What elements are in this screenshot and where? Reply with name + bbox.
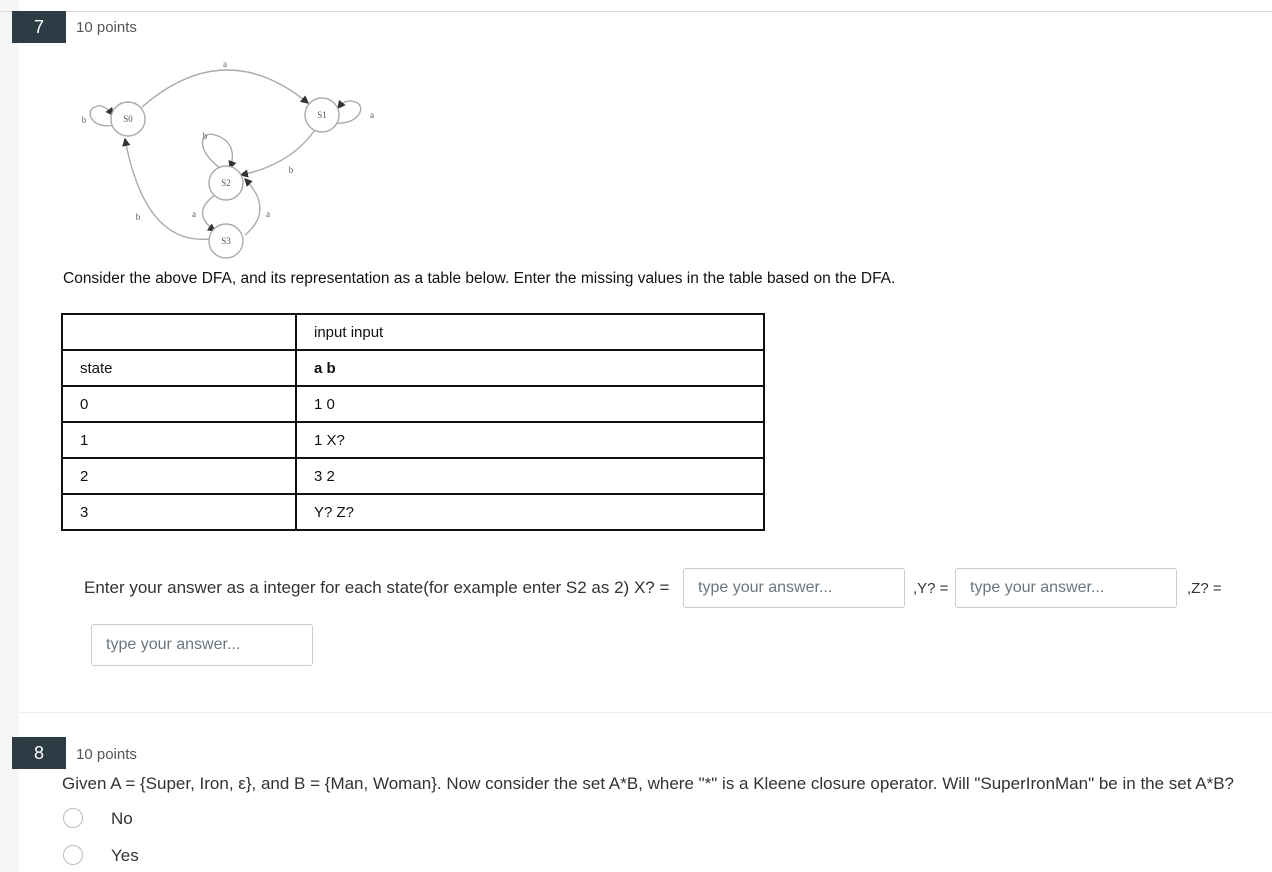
edge-s0-s1 <box>142 70 308 107</box>
table-cell: a b <box>296 350 764 386</box>
table-row <box>62 386 764 422</box>
table-cell: 1 0 <box>296 386 764 422</box>
table-cell: input input <box>296 314 764 350</box>
label-s3-s0: b <box>135 212 141 222</box>
dfa-diagram <box>75 55 395 265</box>
table-cell: 3 <box>62 494 296 530</box>
option-no-label[interactable]: No <box>111 809 133 828</box>
state-s1-label: S1 <box>317 110 327 120</box>
label-s2-loop: b <box>202 131 208 141</box>
question-8-points: 10 points <box>76 746 137 763</box>
state-s3-label: S3 <box>221 236 231 246</box>
answer-y-input[interactable] <box>955 568 1177 608</box>
answer-z-input[interactable] <box>91 624 313 666</box>
radio-yes[interactable] <box>63 845 83 865</box>
table-row <box>62 494 764 530</box>
table-cell <box>62 314 296 350</box>
transition-table <box>61 313 765 531</box>
answer-instruction: Enter your answer as a integer for each state(for example enter S2 as 2) X? = <box>84 578 670 597</box>
table-row <box>62 458 764 494</box>
table-cell: 2 <box>62 458 296 494</box>
table-subheader-row <box>62 350 764 386</box>
table-cell: 1 <box>62 422 296 458</box>
answer-x-input[interactable] <box>683 568 905 608</box>
table-header-row <box>62 314 764 350</box>
top-divider <box>0 11 1272 12</box>
question-7-number: 7 <box>12 11 66 43</box>
edge-s2-s3 <box>203 195 216 231</box>
table-cell: state <box>62 350 296 386</box>
label-s0-loop: b <box>81 115 87 125</box>
label-s3-s2: a <box>266 209 270 219</box>
edge-s3-s0 <box>125 139 209 239</box>
edge-s3-s2 <box>245 179 260 235</box>
question-8-number: 8 <box>12 737 66 769</box>
separator-y-label: ,Y? = <box>913 580 949 597</box>
state-s0-label: S0 <box>123 114 133 124</box>
table-cell: Y? Z? <box>296 494 764 530</box>
question-7-prompt: Consider the above DFA, and its representation as a table below. Enter the missing values in the table based on the DFA. <box>63 270 896 287</box>
option-yes-label[interactable]: Yes <box>111 846 139 865</box>
label-s0-s1: a <box>223 59 227 69</box>
edge-s1-s2 <box>241 130 315 175</box>
table-cell: 3 2 <box>296 458 764 494</box>
table-cell: 0 <box>62 386 296 422</box>
table-cell: 1 X? <box>296 422 764 458</box>
question-divider <box>20 712 1272 713</box>
table-row <box>62 422 764 458</box>
radio-no[interactable] <box>63 808 83 828</box>
label-s1-s2: b <box>288 165 294 175</box>
state-s2-label: S2 <box>221 178 231 188</box>
separator-z-label: ,Z? = <box>1187 580 1222 597</box>
label-s1-loop: a <box>370 110 374 120</box>
question-8-text: Given A = {Super, Iron, ε}, and B = {Man, Woman}. Now consider the set A*B, where "*" is a Kleene closure operator. Will "SuperIronMan" be in the set A*B? <box>62 774 1235 793</box>
label-s2-s3: a <box>192 209 196 219</box>
question-7-points: 10 points <box>76 19 137 36</box>
